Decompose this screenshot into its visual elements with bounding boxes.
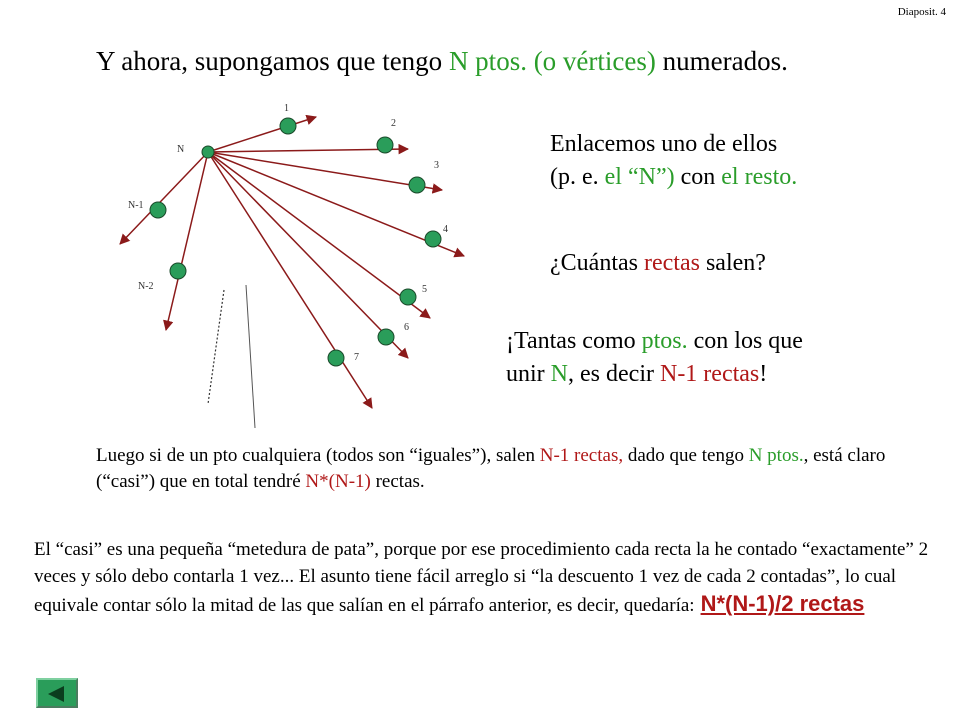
slide-number: Diaposit. 4 — [897, 6, 946, 18]
edge-to-6 — [208, 152, 408, 358]
label-1: 1 — [284, 103, 289, 114]
vertex-5 — [400, 289, 416, 305]
label-6: 6 — [404, 322, 409, 333]
vertex-n-1 — [150, 202, 166, 218]
vertex-7 — [328, 350, 344, 366]
vertex-4 — [425, 231, 441, 247]
edge-to-n-1 — [120, 152, 208, 244]
continuation-line — [246, 285, 255, 428]
edge-to-5 — [208, 152, 430, 318]
question: ¿Cuántas rectas salen? — [550, 250, 766, 276]
answer-paragraph: ¡Tantas como ptos. con los que unir N, es decir N-1 rectas! — [506, 328, 803, 387]
dotted-continuation-line — [208, 290, 224, 404]
vertex-6 — [378, 329, 394, 345]
page-title: Y ahora, supongamos que tengo N ptos. (o vértices) numerados. — [96, 46, 788, 76]
vertex-1 — [280, 118, 296, 134]
label-n: N — [177, 144, 185, 155]
label-n-1: N-1 — [128, 200, 144, 211]
vertex-n — [202, 146, 214, 158]
label-7: 7 — [354, 352, 359, 363]
vertex-3 — [409, 177, 425, 193]
back-button[interactable] — [36, 678, 78, 708]
back-arrow-icon — [48, 686, 64, 702]
vertex-2 — [377, 137, 393, 153]
edge-to-1 — [208, 117, 316, 152]
correction-paragraph: El “casi” es una pequeña “metedura de pata”, porque por ese procedimiento cada recta la he contado “exactamente” 2 veces y sólo debo contarla 1 vez... El asunto tiene fácil arreglo si “la descuento 1 vez de cada 2 contadas”, lo cual equivale contar sólo la mitad de las que salían en el párrafo anterior, es decir, quedaría: N*(N-1)/2 rectas — [34, 539, 929, 616]
vertex-n-2 — [170, 263, 186, 279]
label-5: 5 — [422, 284, 427, 295]
label-3: 3 — [434, 160, 439, 171]
reasoning-paragraph: Luego si de un pto cualquiera (todos son “iguales”), salen N-1 rectas, dado que tengo N ptos., está claro (“casi”) que en total tendré N*(N-1) rectas. — [96, 445, 886, 492]
edge-to-3 — [208, 152, 442, 190]
edge-to-n-2 — [166, 152, 208, 330]
edge-to-7 — [208, 152, 372, 408]
instruction-paragraph: Enlacemos uno de ellos (p. e. el “N”) con el resto. — [550, 131, 798, 190]
label-n-2: N-2 — [138, 281, 154, 292]
label-2: 2 — [391, 118, 396, 129]
final-formula: N*(N-1)/2 rectas — [700, 591, 865, 616]
label-4: 4 — [443, 224, 448, 235]
